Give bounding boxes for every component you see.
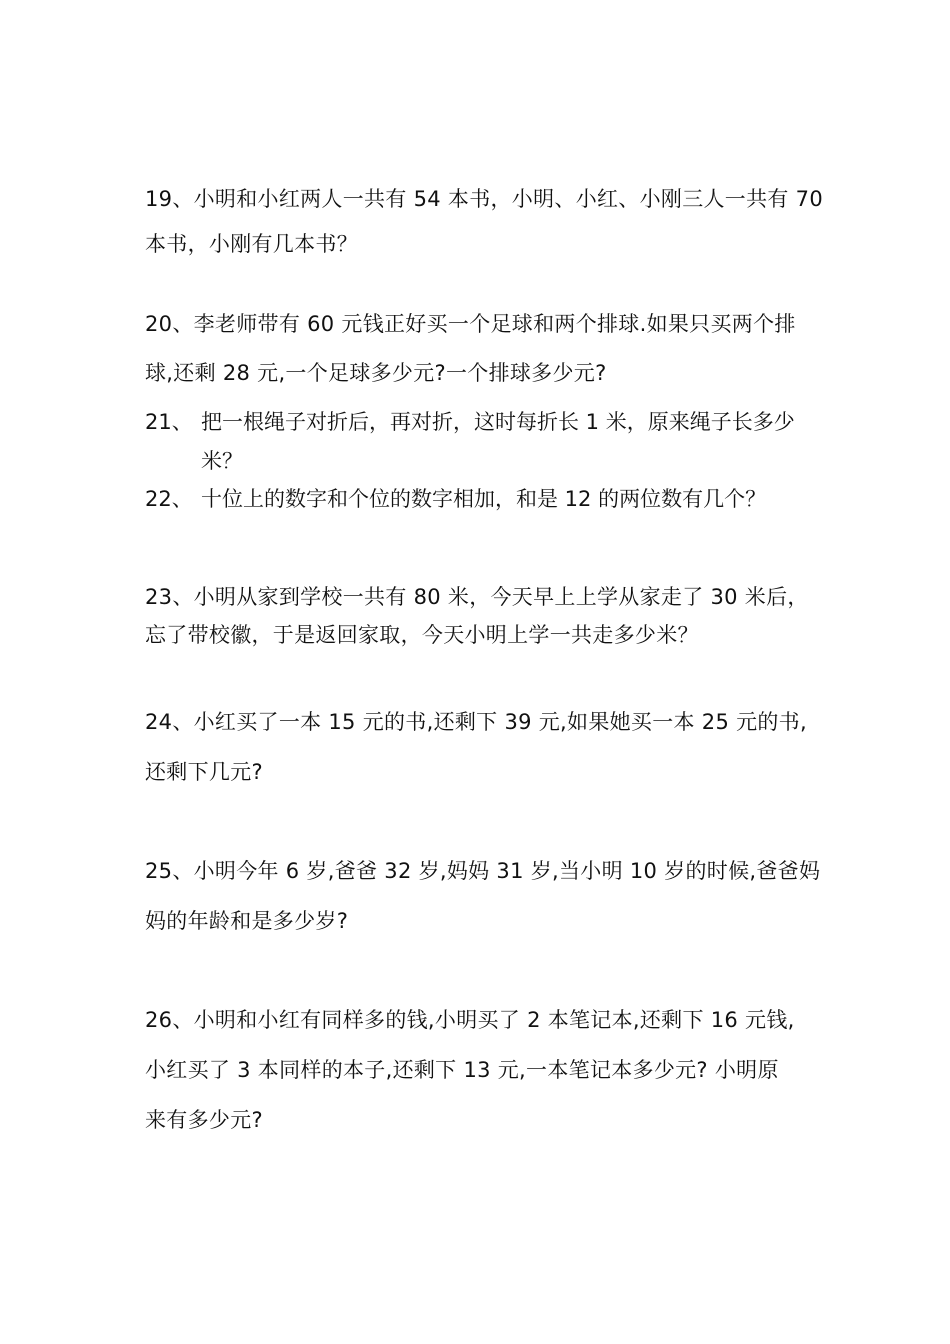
problem-23-line-2: 忘了带校徽，于是返回家取，今天小明上学一共走多少米？: [145, 623, 699, 647]
problem-24-line-2: 还剩下几元?: [145, 760, 263, 784]
problem-21-line-1: 把一根绳子对折后，再对折，这时每折长 1 米，原来绳子长多少: [201, 410, 795, 434]
problem-19-line-1: 19、小明和小红两人一共有 54 本书，小明、小红、小刚三人一共有 70: [145, 187, 823, 211]
problem-26-line-1: 26、小明和小红有同样多的钱,小明买了 2 本笔记本,还剩下 16 元钱,: [145, 1008, 795, 1032]
problem-26-line-3: 来有多少元?: [145, 1108, 263, 1132]
problem-26-line-2: 小红买了 3 本同样的本子,还剩下 13 元,一本笔记本多少元? 小明原: [145, 1058, 779, 1082]
problem-22-number: 22、: [145, 487, 193, 511]
problem-21-number: 21、: [145, 410, 193, 434]
problem-24-line-1: 24、小红买了一本 15 元的书,还剩下 39 元,如果她买一本 25 元的书,: [145, 710, 807, 734]
problem-23-line-1: 23、小明从家到学校一共有 80 米，今天早上上学从家走了 30 米后，: [145, 585, 809, 609]
problem-22-line-1: 十位上的数字和个位的数字相加，和是 12 的两位数有几个？: [201, 487, 767, 511]
problem-20-line-2: 球,还剩 28 元,一个足球多少元?一个排球多少元?: [145, 361, 607, 385]
problem-19-line-2: 本书，小刚有几本书？: [145, 232, 358, 256]
problem-21-line-2: 米？: [201, 449, 243, 473]
problem-20-line-1: 20、李老师带有 60 元钱正好买一个足球和两个排球.如果只买两个排: [145, 312, 796, 336]
problem-25-line-2: 妈的年龄和是多少岁?: [145, 909, 349, 933]
problem-25-line-1: 25、小明今年 6 岁,爸爸 32 岁,妈妈 31 岁,当小明 10 岁的时候,爸爸妈: [145, 859, 821, 883]
